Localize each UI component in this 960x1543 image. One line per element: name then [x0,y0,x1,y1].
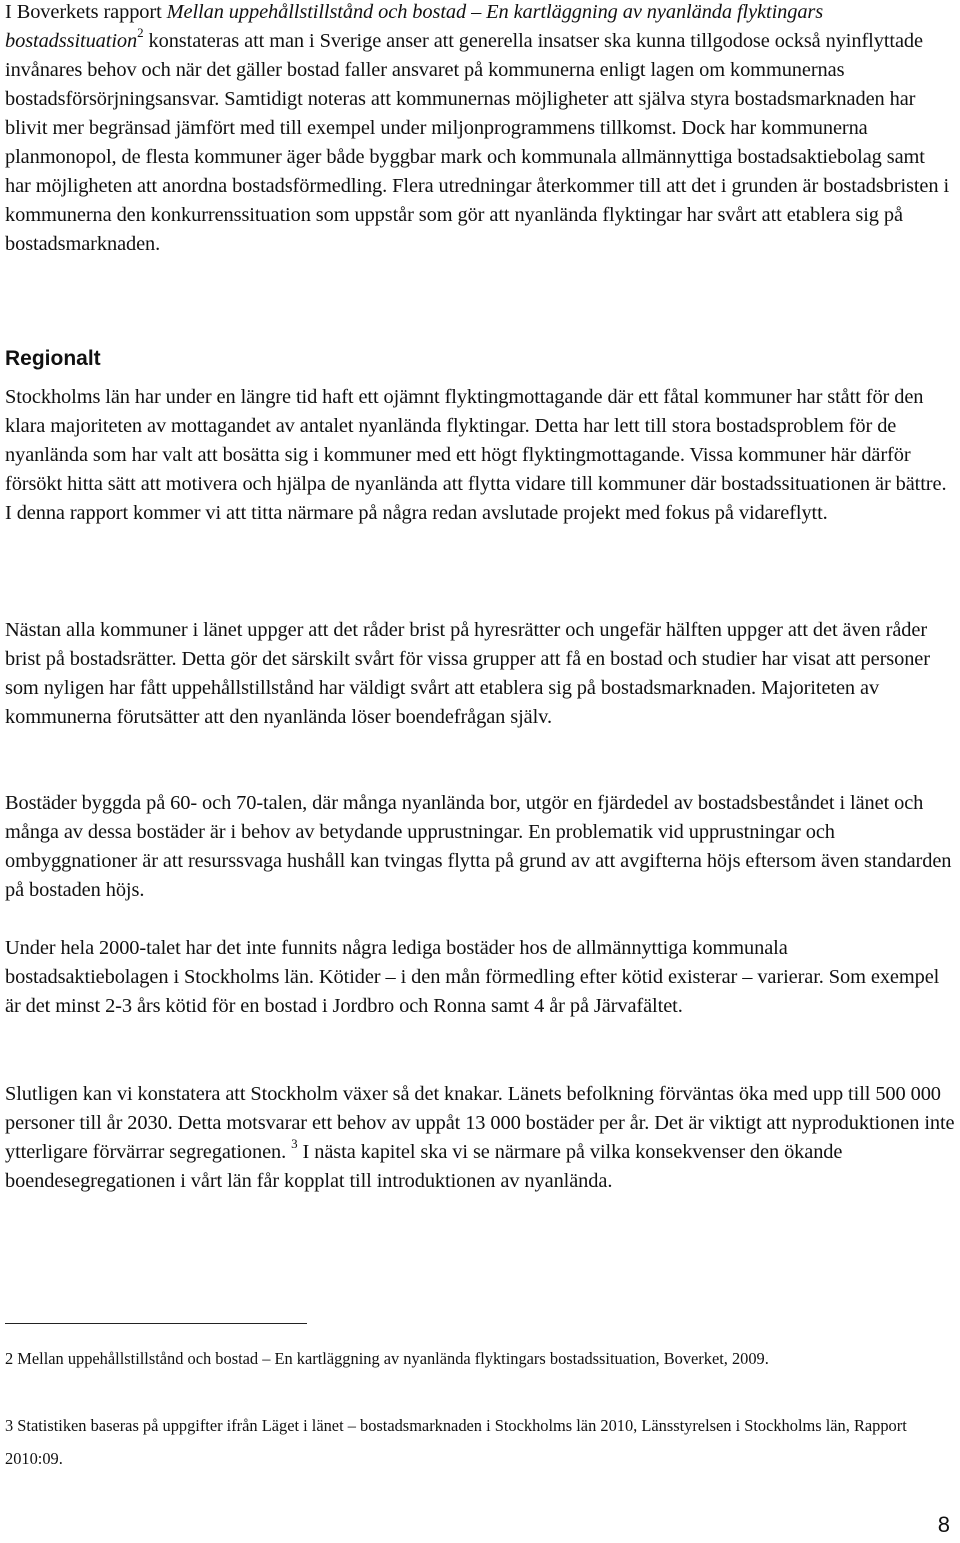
intro-paragraph [5,0,955,259]
closing-text-start: Slutligen kan vi konstatera att Stockholm växer så det knakar. Länets befolkning förväntas öka med upp till 500 000 personer till år 2030. Detta motsvarar ett behov av uppåt 13 000 bostäder per år. Det är viktigt att nyproduktionen inte ytterligare förvärrar segregationen. [5,1083,955,1163]
footnote-separator [5,1323,307,1324]
closing-paragraph [5,1080,955,1196]
report-title: Mellan uppehållstillstånd och bostad – En kartläggning av nyanlända flyktingars bostadssituation [5,1,824,52]
section-heading: Regionalt [5,347,101,370]
intro-text-start: I Boverkets rapport [5,1,167,23]
page-number: 8 [937,1512,950,1537]
paragraph: Bostäder byggda på 60- och 70-talen, där många nyanlända bor, utgör en fjärdedel av bostadsbeståndet i länet och många av dessa bostäder är i behov av betydande upprustningar. En problematik vid upprustningar och ombyggnationer är att resurssvaga hushåll kan tvingas flytta på grund av att avgifterna höjs eftersom även standarden på bostaden höjs. [5,792,952,901]
footnote-ref-2[interactable]: 2 [137,25,144,41]
intro-text-end: konstateras att man i Sverige anser att generella insatser ska kunna tillgodose också nyinflyttade invånares behov och när det gäller bostad faller ansvaret på kommunerna enligt lagen om kommunernas bostadsförsörjningsansvar. Samtidigt noteras att kommunernas möjligheter att själva styra bostadsmarknaden har blivit mer begränsad jämfört med till exempel under miljonprogrammens tillkomst. Dock har kommunerna planmonopol, de flesta kommuner äger både byggbar mark och kommunala allmännyttiga bostadsaktiebolag samt har möjligheten att anordna bostadsförmedling. Flera utredningar återkommer till att det i grunden är bostadsbristen i kommunerna den konkurrenssituation som uppstår som gör att nyanlända flyktingar har svårt att etablera sig på bostadsmarknaden. [5,30,950,255]
footnote-ref-3[interactable]: 3 [291,1136,298,1152]
paragraph: Stockholms län har under en längre tid haft ett ojämnt flyktingmottagande där ett fåtal kommuner har stått för den klara majoriteten av mottagandet av antalet nyanlända flyktingar. Detta har lett till stora bostadsproblem för de nyanlända som har valt att bosätta sig i kommuner med ett högt flyktingmottagande. Vissa kommuner här därför försökt hitta sätt att motivera och hjälpa de nyanlända att flytta vidare till kommuner där bostadssituationen är bättre. I denna rapport kommer vi att titta närmare på några redan avslutade projekt med fokus på vidareflytt. [5,386,947,524]
closing-text-end: I nästa kapitel ska vi se närmare på vilka konsekvenser den ökande boendesegregationen i vårt län får kopplat till introduktionen av nyanlända. [5,1141,843,1192]
footnote-3: 3 Statistiken baseras på uppgifter ifrån Läget i länet – bostadsmarknaden i Stockholms län 2010, Länsstyrelsen i Stockholms län, Rapport 2010:09. [5,1416,907,1468]
paragraph: Nästan alla kommuner i länet uppger att det råder brist på hyresrätter och ungefär hälften uppger att det även råder brist på bostadsrätter. Detta gör det särskilt svårt för vissa grupper att få en bostad och studier har visat att personer som nyligen har fått uppehållstillstånd har väldigt svårt att etablera sig på bostadsmarknaden. Majoriteten av kommunerna förutsätter att den nyanlända löser boendefrågan själv. [5,619,930,728]
paragraph: Under hela 2000-talet har det inte funnits några lediga bostäder hos de allmännyttiga kommunala bostadsaktiebolagen i Stockholms län. Kötider – i den mån förmedling efter kötid existerar – varierar. Som exempel är det minst 2-3 års kötid för en bostad i Jordbro och Ronna samt 4 år på Järvafältet. [5,937,940,1017]
footnote-2: 2 Mellan uppehållstillstånd och bostad – En kartläggning av nyanlända flyktingars bostadssituation, Boverket, 2009. [5,1349,769,1368]
